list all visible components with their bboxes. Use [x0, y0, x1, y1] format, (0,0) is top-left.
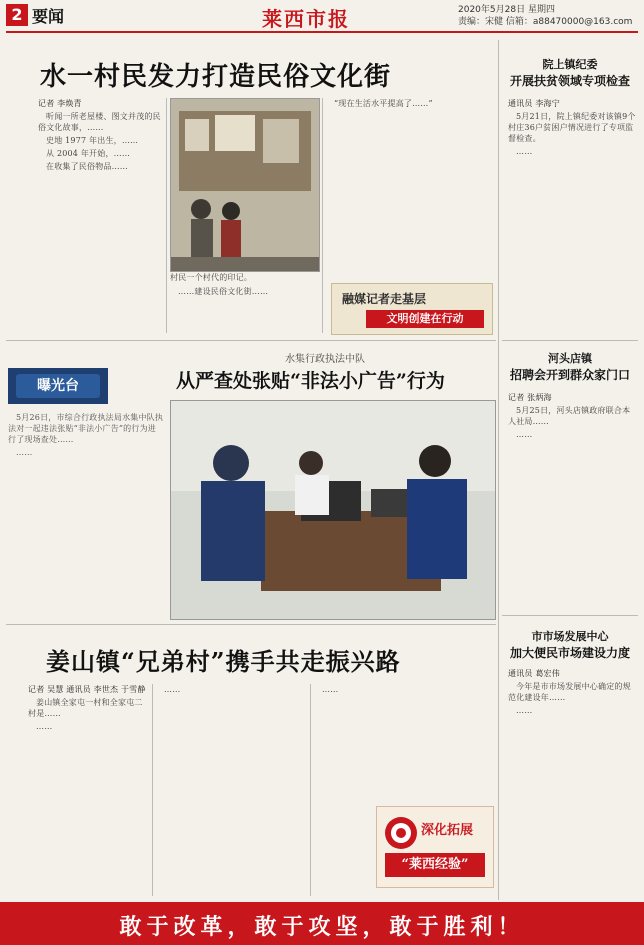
- exposure-badge: [8, 368, 108, 404]
- story2-headline: 从严查处张贴“非法小广告”行为: [176, 370, 445, 392]
- story3-paragraph: ……: [36, 722, 53, 731]
- story1-byline: 记者 李焕青: [38, 99, 82, 108]
- column-rule: [322, 98, 323, 333]
- story3-paragraph: ……: [322, 685, 339, 694]
- feature-badge-2: [376, 806, 494, 888]
- story2-photo-image: [171, 401, 495, 619]
- story2-kicker: 水集行政执法中队: [285, 354, 365, 365]
- story3-paragraph: ……: [164, 685, 181, 694]
- right-column-rule: [498, 40, 499, 900]
- exposure-label: 曝光台: [16, 374, 100, 398]
- side2-byline: 记者 张炳海: [508, 393, 552, 402]
- header-rule: [6, 31, 638, 33]
- story1-headline: 水一村民发力打造民俗文化街: [40, 62, 392, 92]
- section-rule: [502, 615, 638, 616]
- side1-paragraph: ……: [516, 147, 533, 156]
- side3-paragraph: ……: [516, 706, 533, 715]
- badge2-line1: 深化拓展: [421, 823, 474, 838]
- section-rule: [6, 624, 496, 625]
- section-rule: [6, 340, 496, 341]
- side3-byline: 通讯员 葛宏伟: [508, 669, 560, 678]
- side1-byline: 通讯员 李海宁: [508, 99, 560, 108]
- story1-paragraph: 史地 1977 年出生，……: [46, 136, 139, 145]
- side3-title-2: 加大便民市场建设力度: [509, 646, 630, 660]
- side3-title-1: 市市场发展中心: [531, 630, 609, 643]
- story1-column-1: [38, 98, 162, 333]
- side1-paragraph: 5月21日，院上镇纪委对该镇9个村庄36户贫困户情况进行了专项监督检查。: [508, 112, 636, 143]
- story1-paragraph: “现在生活水平提高了……”: [334, 99, 433, 108]
- story1-column-2b: [170, 286, 318, 334]
- footer-banner: [0, 902, 644, 945]
- exposure-paragraph: ……: [16, 448, 33, 457]
- issue-date: 2020年5月28日 星期四: [458, 5, 555, 15]
- exposure-paragraph: 5月26日，市综合行政执法局水集中队执法对一起违法张贴“非法小广告”的行为进行了现场查处……: [8, 413, 164, 444]
- story3-paragraph: 姜山镇全家屯一村和全家屯二村是……: [28, 698, 143, 718]
- story1-caption-text: 村民一个村代的印记。: [170, 273, 252, 282]
- side2-body: [508, 392, 636, 592]
- section-name: 要闻: [32, 7, 65, 26]
- story1-paragraph: ……建设民俗文化街……: [178, 287, 269, 296]
- side1-title-2: 开展扶贫领域专项检查: [509, 74, 630, 88]
- story1-photo-caption: [170, 272, 318, 284]
- footer-slogan: 敢于改革，敢于攻坚，敢于胜利！: [119, 914, 525, 940]
- side2-paragraph: 5月25日，河头店镇政府联合本人社局……: [508, 406, 631, 426]
- feature-badge-1: [331, 283, 493, 335]
- story2-photo: [170, 400, 496, 620]
- badge2-line2: “莱西经验”: [385, 853, 485, 877]
- column-rule: [152, 684, 153, 896]
- story3-column-1: [28, 684, 148, 896]
- story3-column-2: [156, 684, 306, 896]
- side2-paragraph: ……: [516, 430, 533, 439]
- side3-paragraph: 今年是市市场发展中心确定的规范化建设年……: [508, 682, 631, 702]
- side2-title-2: 招聘会开到群众家门口: [509, 368, 630, 382]
- side2-title-1: 河头店镇: [548, 352, 592, 365]
- story1-paragraph: 听闻一所老屋楼、图文并茂的民俗文化故事，……: [38, 112, 161, 132]
- side1-title-1: 院上镇纪委: [542, 58, 598, 71]
- badge1-line1: 融媒记者走基层: [342, 292, 427, 306]
- story1-photo-image: [171, 99, 319, 271]
- page-number: 2: [6, 4, 28, 26]
- exposure-text: [8, 412, 164, 617]
- side3-body: [508, 668, 636, 896]
- side1-body: [508, 98, 636, 328]
- story3-column-3: [314, 684, 494, 794]
- page-header: [0, 0, 644, 34]
- paper-masthead: 莱西市报: [262, 7, 350, 31]
- badge1-line2: 文明创建在行动: [366, 310, 484, 328]
- story1-photo: [170, 98, 320, 272]
- story1-paragraph: 在收集了民俗物品……: [46, 162, 128, 171]
- column-rule: [310, 684, 311, 896]
- header-info: [458, 4, 632, 28]
- story1-paragraph: 从 2004 年开始，……: [46, 149, 131, 158]
- story1-column-3: [326, 98, 491, 278]
- editor-line: 责编：宋健 信箱：a88470000@163.com: [458, 17, 633, 27]
- story3-byline: 记者 吴慧 通讯员 李世杰 于雪静: [28, 685, 146, 694]
- story3-headline: 姜山镇“兄弟村”携手共走振兴路: [46, 647, 401, 676]
- column-rule: [166, 98, 167, 333]
- section-rule: [502, 340, 638, 341]
- target-icon: [383, 815, 419, 851]
